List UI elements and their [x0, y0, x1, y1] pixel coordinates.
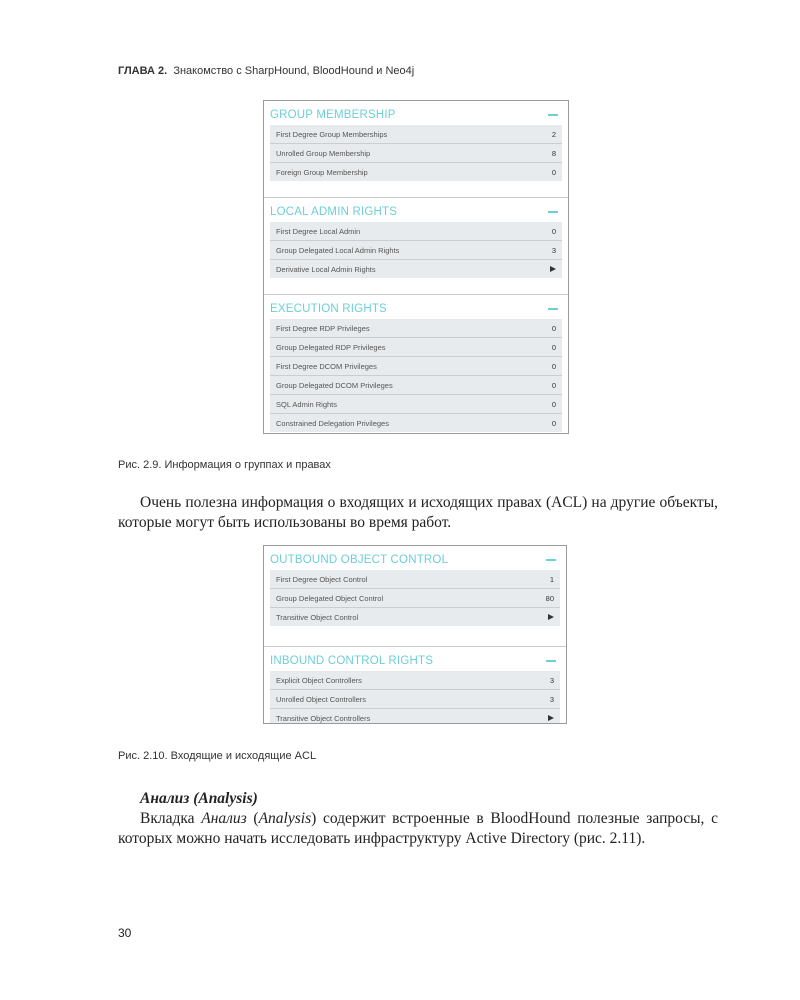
list-item[interactable] — [270, 608, 560, 626]
section-header[interactable] — [270, 202, 562, 222]
chapter-title: Знакомство с SharpHound, BloodHound и Neo4j — [173, 65, 415, 77]
play-arrow-icon[interactable] — [548, 715, 554, 721]
collapse-icon[interactable] — [548, 211, 558, 213]
panel-section — [264, 646, 566, 724]
t: ( — [246, 810, 259, 827]
list-item[interactable] — [270, 671, 560, 690]
list-item[interactable] — [270, 144, 562, 163]
paragraph — [118, 493, 718, 533]
rows — [270, 319, 562, 432]
list-item[interactable] — [270, 222, 562, 241]
row-label: Derivative Local Admin Rights — [276, 264, 376, 274]
list-item[interactable] — [270, 241, 562, 260]
section-header[interactable] — [270, 105, 562, 125]
t: Analysis — [258, 810, 312, 827]
row-value: 8 — [551, 148, 556, 158]
row-label: Group Delegated Object Control — [276, 593, 384, 603]
section-header[interactable] — [270, 550, 560, 570]
list-item[interactable] — [270, 589, 560, 608]
section-title: OUTBOUND OBJECT CONTROL — [270, 554, 449, 566]
row-value: 0 — [551, 167, 556, 177]
row-label: First Degree Local Admin — [276, 226, 361, 236]
row-label: SQL Admin Rights — [276, 399, 337, 409]
collapse-icon[interactable] — [548, 114, 558, 116]
row-label: Group Delegated DCOM Privileges — [276, 380, 393, 390]
collapse-icon[interactable] — [546, 559, 556, 561]
t: Вкладка — [140, 810, 202, 827]
row-label: Explicit Object Controllers — [276, 675, 362, 685]
list-item[interactable] — [270, 319, 562, 338]
row-label: Constrained Delegation Privileges — [276, 418, 389, 428]
row-label: Transitive Object Control — [276, 612, 359, 622]
row-label: Foreign Group Membership — [276, 167, 368, 177]
panel-section — [264, 197, 568, 294]
row-value: 0 — [551, 418, 556, 428]
section-header[interactable] — [270, 651, 560, 671]
list-item[interactable] — [270, 260, 562, 278]
row-value: 0 — [551, 323, 556, 333]
page-number: 30 — [118, 926, 132, 940]
list-item[interactable] — [270, 376, 562, 395]
collapse-icon[interactable] — [548, 308, 558, 310]
row-value: 0 — [551, 226, 556, 236]
row-value: 0 — [551, 399, 556, 409]
row-value: 3 — [549, 694, 554, 704]
panel-section — [264, 101, 568, 197]
panel-section — [264, 294, 568, 434]
row-label: Transitive Object Controllers — [276, 713, 371, 723]
row-value: 3 — [551, 245, 556, 255]
list-item[interactable] — [270, 338, 562, 357]
row-label: Group Delegated RDP Privileges — [276, 342, 386, 352]
row-label: Unrolled Object Controllers — [276, 694, 367, 704]
list-item[interactable] — [270, 125, 562, 144]
list-item[interactable] — [270, 357, 562, 376]
panel-section — [264, 546, 566, 646]
list-item[interactable] — [270, 690, 560, 709]
list-item[interactable] — [270, 570, 560, 589]
list-item[interactable] — [270, 163, 562, 181]
rows — [270, 671, 560, 724]
list-item[interactable] — [270, 395, 562, 414]
section-title: EXECUTION RIGHTS — [270, 303, 387, 315]
section-title: INBOUND CONTROL RIGHTS — [270, 655, 434, 667]
row-label: First Degree RDP Privileges — [276, 323, 370, 333]
paragraph-text: Очень полезна информация о входящих и исходящих правах (ACL) на другие объекты, которые могут быть использованы во время работ. — [118, 494, 718, 531]
figure-acl — [263, 545, 567, 724]
rows — [270, 570, 560, 626]
t: ) содержит встроенные в BloodHound полезные запросы, с которых можно начать исследовать инфраструктуру Active Directory (рис. 2.11). — [118, 810, 718, 847]
chapter-label: ГЛАВА 2. — [118, 65, 168, 77]
row-value: 0 — [551, 361, 556, 371]
t: Анализ — [201, 810, 247, 827]
figure-caption: Рис. 2.10. Входящие и исходящие ACL — [118, 750, 317, 762]
row-label: First Degree DCOM Privileges — [276, 361, 377, 371]
row-label: First Degree Object Control — [276, 574, 368, 584]
section-header[interactable] — [270, 299, 562, 319]
row-label: First Degree Group Memberships — [276, 129, 388, 139]
rows — [270, 125, 562, 181]
row-value: 3 — [549, 675, 554, 685]
row-value: 0 — [551, 380, 556, 390]
section-heading: Анализ (Analysis) — [140, 790, 258, 807]
list-item[interactable] — [270, 414, 562, 432]
list-item[interactable] — [270, 709, 560, 724]
row-value: 1 — [549, 574, 554, 584]
play-arrow-icon[interactable] — [550, 266, 556, 272]
figure-caption: Рис. 2.9. Информация о группах и правах — [118, 459, 331, 471]
row-value: 80 — [545, 593, 554, 603]
running-header — [118, 65, 414, 77]
section-title: LOCAL ADMIN RIGHTS — [270, 206, 398, 218]
collapse-icon[interactable] — [546, 660, 556, 662]
figure-group-rights — [263, 100, 569, 434]
section-title: GROUP MEMBERSHIP — [270, 109, 396, 121]
rows — [270, 222, 562, 278]
row-value: 0 — [551, 342, 556, 352]
paragraph — [118, 809, 718, 849]
play-arrow-icon[interactable] — [548, 614, 554, 620]
row-value: 2 — [551, 129, 556, 139]
row-label: Group Delegated Local Admin Rights — [276, 245, 400, 255]
row-label: Unrolled Group Membership — [276, 148, 371, 158]
